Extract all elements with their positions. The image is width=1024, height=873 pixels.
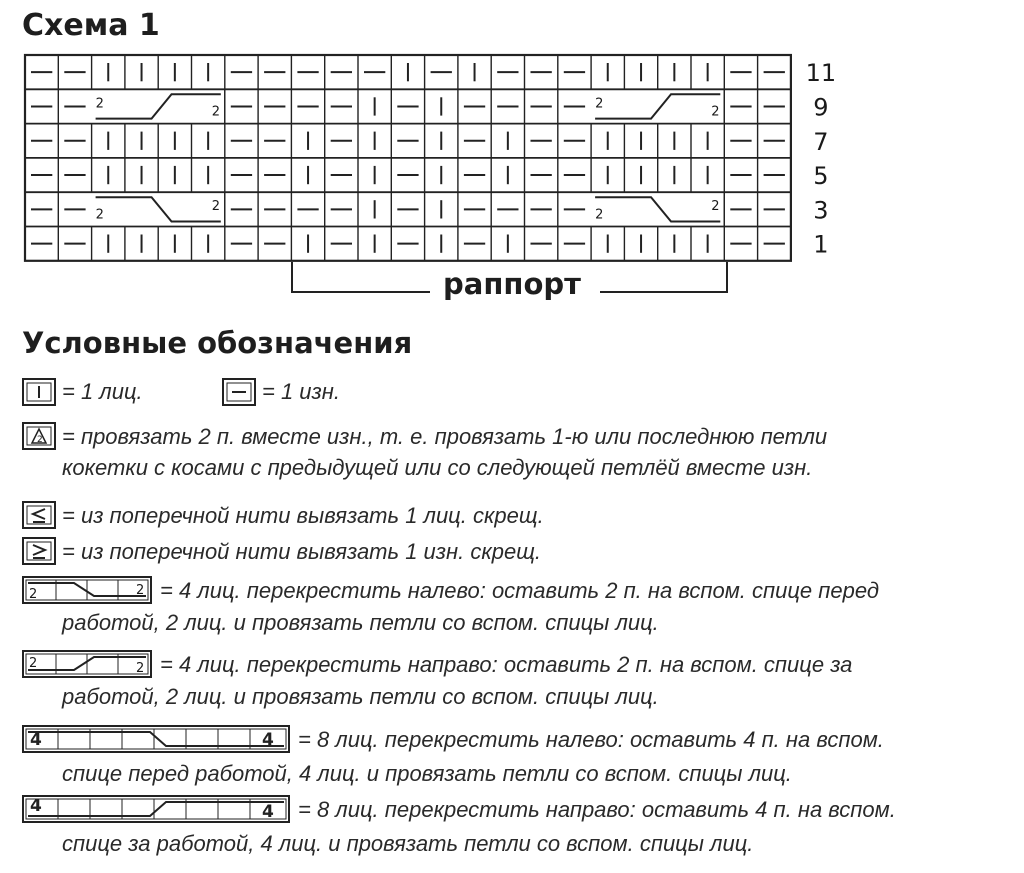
cable-8-right-icon xyxy=(22,795,292,825)
row-number: 5 xyxy=(813,162,829,191)
row-number: 3 xyxy=(813,196,829,225)
legend-cable4-left-1: = 4 лиц. перекрестить налево: оставить 2 п. на вспом. спице перед xyxy=(160,578,879,603)
cable-4-right-icon xyxy=(22,650,154,680)
cable-count: 4 xyxy=(30,730,42,750)
legend-title: Условные обозначения xyxy=(22,326,413,360)
cable-count: 4 xyxy=(262,802,274,822)
cable-4-left-icon xyxy=(22,576,154,606)
cable-count: 2 xyxy=(711,104,720,120)
cable-count: 2 xyxy=(595,96,604,112)
cable-count: 2 xyxy=(711,199,720,215)
legend-decrease-2: кокетки с косами с предыдущей или со следующей петлёй вместе изн. xyxy=(62,455,813,480)
cable-count: 2 xyxy=(211,104,221,120)
cable-count: 2 xyxy=(95,207,104,223)
cable-count: 4 xyxy=(30,796,42,816)
legend-decrease-1: = провязать 2 п. вместе изн., т. е. провязать 1-ю или последнюю петли xyxy=(62,424,828,449)
row-number: 11 xyxy=(805,59,837,88)
knit-stitch-icon xyxy=(22,378,58,408)
cable-count: 2 xyxy=(595,207,604,223)
cable-8-left-icon xyxy=(22,725,292,755)
row-numbers xyxy=(806,59,837,259)
chart-grid xyxy=(25,55,791,261)
decrease-icon xyxy=(22,422,58,452)
row-number: 1 xyxy=(813,230,829,259)
svg-text:2: 2 xyxy=(37,435,43,445)
row-number: 9 xyxy=(813,93,829,122)
legend-increase-purl: = из поперечной нити вывязать 1 изн. скрещ. xyxy=(62,539,542,564)
purl-stitch-icon xyxy=(222,378,258,408)
row-number: 7 xyxy=(813,127,829,156)
legend-cable4-left-2: работой, 2 лиц. и провязать петли со вспом. спицы лиц. xyxy=(62,610,659,635)
cable-count: 2 xyxy=(29,656,38,671)
cable-count: 4 xyxy=(262,730,274,750)
cable-count: 2 xyxy=(29,587,38,602)
legend-knit: = 1 лиц. xyxy=(62,379,143,404)
legend-cable8-left-2: спице перед работой, 4 лиц. и провязать петли со вспом. спицы лиц. xyxy=(62,761,792,786)
rapport-bracket xyxy=(292,262,727,301)
cable-count: 2 xyxy=(211,199,221,215)
legend-cable8-left-1: = 8 лиц. перекрестить налево: оставить 4 п. на вспом. xyxy=(298,727,884,752)
cable-count: 2 xyxy=(136,661,145,676)
legend-cable4-right-1: = 4 лиц. перекрестить направо: оставить 2 п. на вспом. спице за xyxy=(160,652,853,677)
cable-count: 2 xyxy=(136,583,145,598)
cable-count: 2 xyxy=(95,96,104,112)
legend-cable8-right-1: = 8 лиц. перекрестить направо: оставить 4 п. на вспом. xyxy=(298,797,896,822)
legend-cable4-right-2: работой, 2 лиц. и провязать петли со вспом. спицы лиц. xyxy=(62,684,659,709)
legend-cable8-right-2: спице за работой, 4 лиц. и провязать петли со вспом. спицы лиц. xyxy=(62,831,754,856)
increase-purl-icon xyxy=(22,537,58,567)
legend-purl: = 1 изн. xyxy=(262,379,340,404)
legend-increase-knit: = из поперечной нити вывязать 1 лиц. скрещ. xyxy=(62,503,544,528)
chart-title: Схема 1 xyxy=(22,8,160,43)
increase-knit-icon xyxy=(22,501,58,531)
rapport-label: раппорт xyxy=(443,267,581,301)
